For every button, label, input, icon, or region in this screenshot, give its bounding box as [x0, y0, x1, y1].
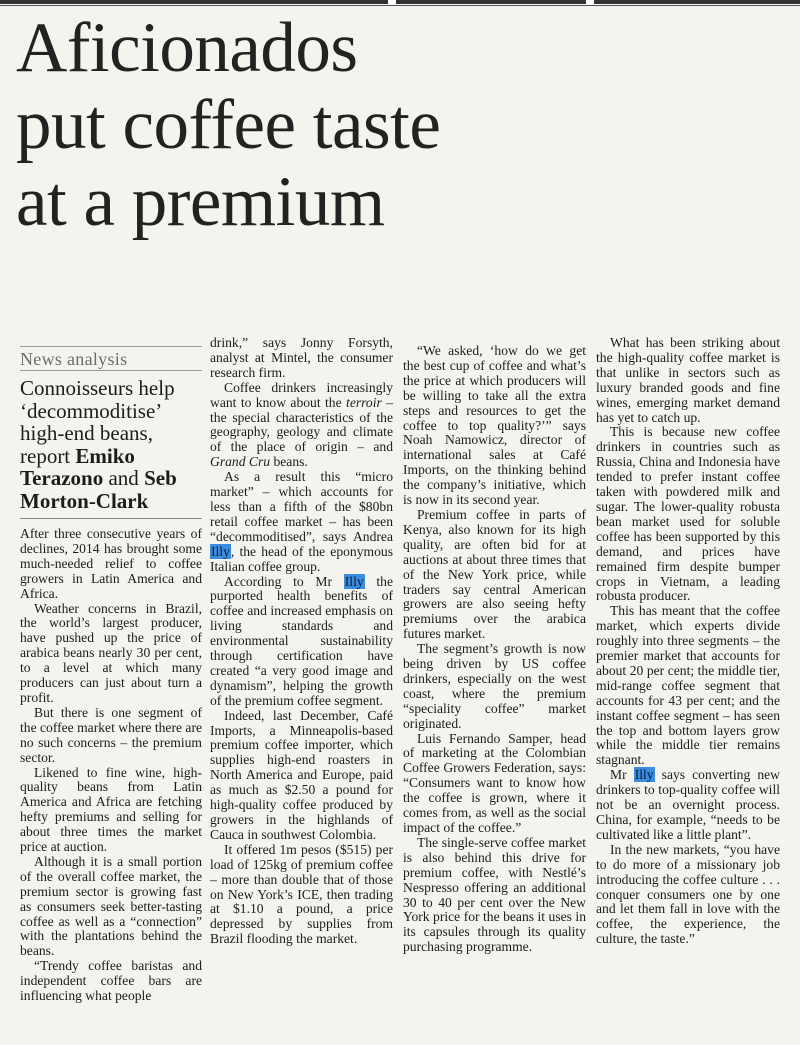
paragraph: Premium coffee in parts of Kenya, also known for its high quality, are often bid for at auctions at about three times that of the New York price, while traders say central American growers are also seeing hefty premiums over the arabica futures market.	[403, 506, 586, 642]
paragraph: Indeed, last December, Café Imports, a Minneapolis-based premium coffee importer, which supplies high-end roasters in North America and Europe, paid as much as $2.50 a pound for high-quality coffee produced by growers in the highlands of Cauca in southwest Colombia.	[210, 707, 393, 842]
standfirst	[20, 377, 202, 519]
kicker: News analysis	[20, 346, 202, 371]
paragraph: “We asked, ‘how do we get the best cup of coffee and what’s the price at which producers will be willing to take all the extra steps and resources to get the coffee to top quality?’” says Noah Namowicz, director of international sales at Café Imports, on the thinking behind the company’s initiative, which is now in its second year.	[403, 343, 586, 508]
paragraph: But there is one segment of the coffee market where there are no such concerns – the premium sector.	[20, 704, 203, 765]
column-4	[596, 336, 780, 947]
paragraph	[210, 575, 393, 709]
conjunction: and	[108, 466, 139, 490]
paragraph: This is because new coffee drinkers in countries such as Russia, China and Indonesia have tended to prefer instant coffee taken with powdered milk and sugar. The lower-quality robusta bean market used for soluble coffee has been supported by this demand, and prices have remained firm despite bumper crops in Vietnam, a leading robusta producer.	[596, 424, 780, 604]
column-2	[210, 336, 393, 947]
paragraph	[596, 768, 780, 843]
top-rule-segment	[0, 0, 388, 4]
author-name: Seb Morton-Clark	[20, 466, 177, 513]
top-rule-segment	[396, 0, 586, 4]
paragraph: drink,” says Jonny Forsyth, analyst at Mintel, the consumer research firm.	[210, 335, 393, 380]
paragraph	[210, 381, 393, 470]
paragraph: The single-serve coffee market is also behind this drive for premium coffee, with Nestlé’s Nespresso offering an additional 30 to 40 per cent over the New York price for the beans it uses in its capsules through its quality purchasing programme.	[403, 834, 586, 955]
paragraph: Weather concerns in Brazil, the world’s largest producer, have pushed up the price of arabica beans nearly 30 per cent, to a level at which many producers can just about turn a profit.	[20, 600, 202, 705]
search-highlight: Illy	[344, 573, 364, 589]
search-highlight: Illy	[211, 543, 230, 559]
text-run: Coffee drinkers increasingly want to know about the	[210, 379, 393, 410]
text-run: As a result this “micro market” – which accounts for less than a fifth of the $80bn retail coffee market – has been “decommoditised”, says Andrea	[210, 469, 393, 544]
text-run: Mr	[610, 767, 627, 783]
paragraph: This has meant that the coffee market, which experts divide roughly into three segments – the premier market that accounts for about 20 per cent; the middle tier, mid-range coffee segment that accounts for 43 per cent; and the instant coffee segment – has seen the top and bottom layers grow while the middle tier remains stagnant.	[596, 603, 780, 768]
paragraph: Likened to fine wine, high-quality beans from Latin America and Africa are fetching hefty premiums and selling for about three times the market price at auction.	[20, 764, 202, 855]
column-3	[403, 344, 586, 955]
text-run: says converting new drinkers to top-quality coffee will not be an overnight process. China, for example, “needs to be cultivated like a little plant”.	[596, 767, 780, 842]
paragraph: Luis Fernando Samper, head of marketing at the Colombian Coffee Growers Federation, says: “Consumers want to know how the coffee is grown, where it comes from, as well as the social impact of the coffee.”	[403, 730, 586, 835]
paragraph: After three consecutive years of declines, 2014 has brought some much-needed relief to coffee growers in Latin America and Africa.	[20, 526, 202, 601]
top-rule	[0, 0, 800, 6]
author-name: Emiko Terazono	[20, 443, 135, 490]
text-run: According to Mr	[224, 573, 333, 589]
paragraph	[210, 470, 393, 574]
paragraph: What has been striking about the high-quality coffee market is that unlike in sectors such as luxury branded goods and fine wines, emerging market demand has yet to catch up.	[596, 335, 780, 425]
text-run: , the head of the eponymous Italian coffee group.	[210, 543, 393, 574]
paragraph: The segment’s growth is now being driven by US coffee drinkers, especially on the west coast, where the premium “speciality coffee” market originated.	[403, 641, 586, 731]
standfirst-lead: Connoisseurs help ‘decommoditise’ high-end beans, report	[20, 376, 175, 468]
text-run: – the special characteristics of the geography, geology and climate of the place of origin – and	[210, 394, 393, 455]
paragraph: In the new markets, “you have to do more of a missionary job introducing the coffee culture . . . conquer consumers one by one and let them fall in love with the coffee, the experience, the culture, the taste.”	[596, 841, 780, 947]
italic-term: terroir	[346, 394, 382, 410]
column-1	[20, 338, 202, 1004]
italic-term: Grand Cru	[210, 454, 271, 470]
top-rule-segment	[594, 0, 800, 4]
text-run: the purported health benefits of coffee and increased emphasis on living standards and environmental sustainability through certification have created “a very good image and dynamism”, helping the growth of the premium coffee segment.	[210, 573, 393, 708]
paragraph: It offered 1m pesos ($515) per load of 125kg of premium coffee – more than double that of those on New York’s ICE, then trading at $1.10 a pound, a price depressed by supplies from Brazil flooding the market.	[210, 841, 393, 947]
paragraph: Although it is a small portion of the overall coffee market, the premium sector is growing fast as consumers seek better-tasting coffee as well as a “connection” with the plantations behind the beans.	[20, 853, 202, 959]
paragraph: “Trendy coffee baristas and independent coffee bars are influencing what people	[20, 958, 202, 1004]
headline: Aficionados put coffee taste at a premium	[16, 9, 441, 241]
text-run: beans.	[273, 454, 308, 470]
search-highlight: Illy	[634, 767, 654, 783]
